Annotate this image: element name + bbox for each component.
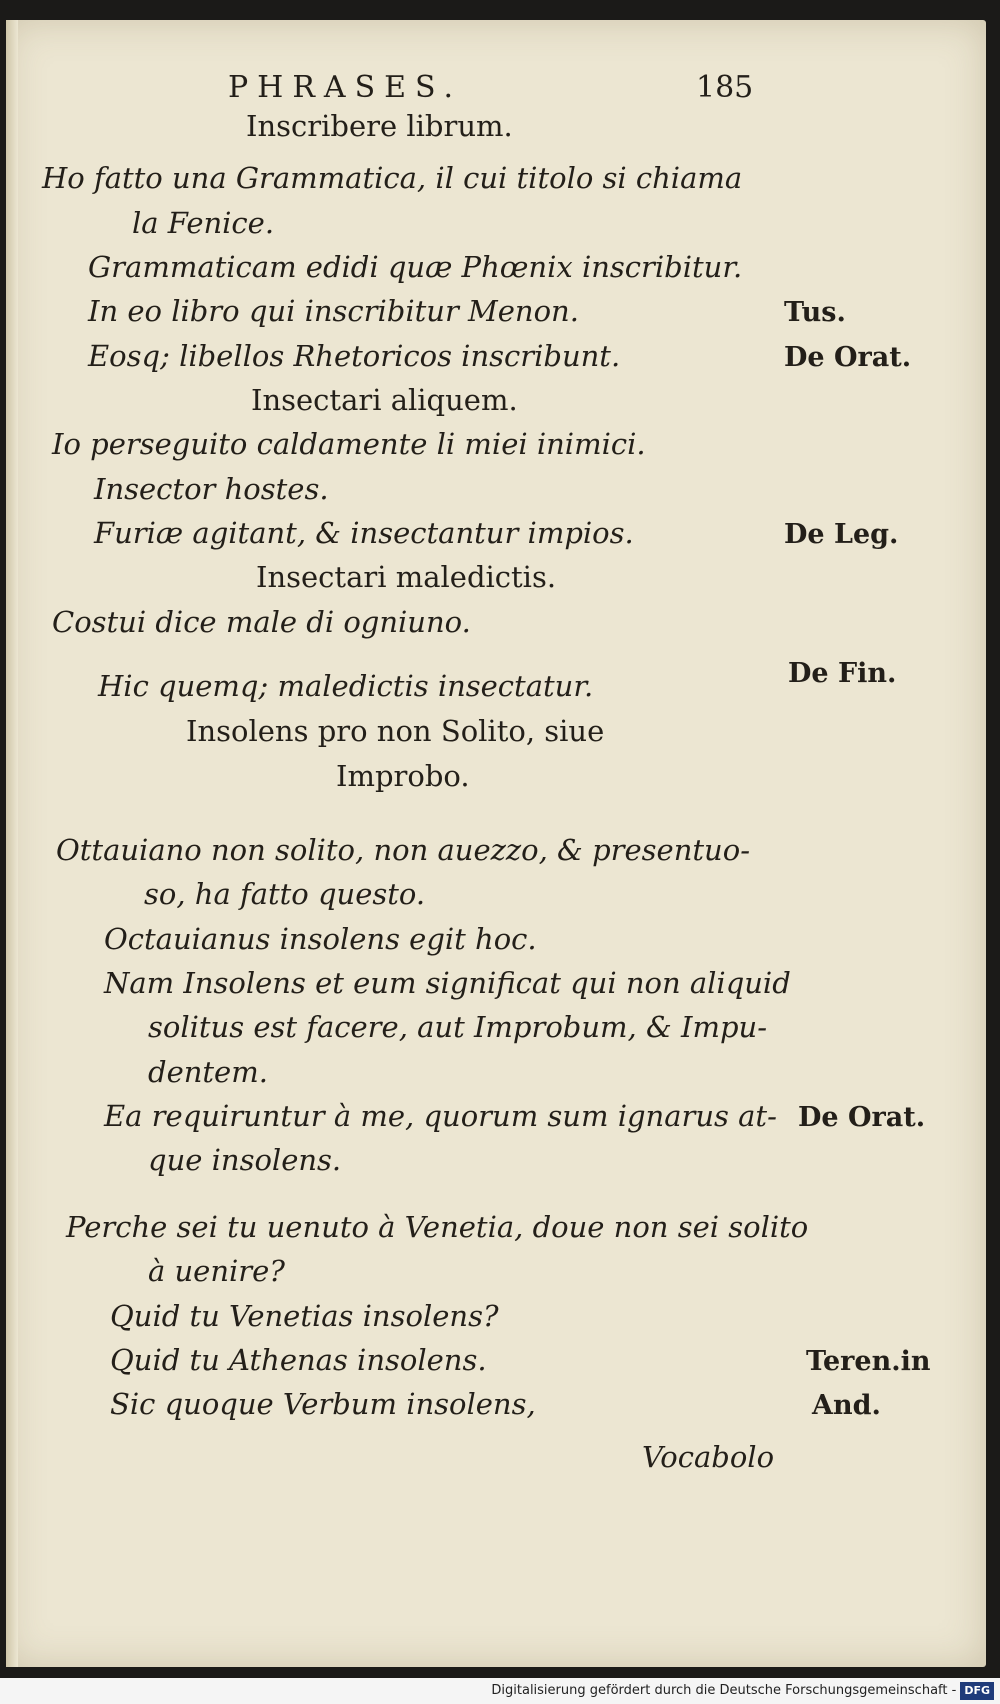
margin-note: De Leg. — [784, 519, 899, 550]
catchword: Vocabolo — [642, 1440, 775, 1474]
text-line: Ho fatto una Grammatica, il cui titolo si chiama — [42, 161, 743, 195]
text-line: Quid tu Venetias insolens? — [110, 1299, 499, 1333]
page-number: 185 — [696, 70, 754, 105]
text-line: Furiæ agitant, & insectantur impios. — [94, 516, 634, 550]
text-line: à uenire? — [148, 1254, 285, 1288]
text-line: Improbo. — [336, 759, 470, 793]
margin-note: De Orat. — [784, 342, 912, 373]
text-line: que insolens. — [148, 1143, 342, 1177]
text-line: Nam Insolens et eum significat qui non aliquid — [104, 966, 791, 1000]
text-line: Ottauiano non solito, non auezzo, & presentuo- — [56, 833, 750, 867]
book-page — [6, 20, 986, 1667]
page-edge-shadow — [6, 20, 18, 1667]
text-line: solitus est facere, aut Improbum, & Impu- — [148, 1010, 768, 1044]
margin-note: De Orat. — [798, 1102, 926, 1133]
text-line: Insectari maledictis. — [256, 560, 557, 594]
text-line: Quid tu Athenas insolens. — [110, 1343, 487, 1377]
margin-note: De Fin. — [788, 658, 897, 689]
text-line: In eo libro qui inscribitur Menon. — [88, 294, 579, 328]
text-line: Octauianus insolens egit hoc. — [104, 922, 537, 956]
text-line: Sic quoque Verbum insolens, — [110, 1387, 536, 1421]
running-title: PHRASES. — [228, 70, 463, 105]
text-line: la Fenice. — [132, 206, 275, 240]
text-line: Inscribere librum. — [246, 109, 513, 143]
text-line: Io perseguito caldamente li miei inimici. — [52, 427, 646, 461]
text-line: Costui dice male di ogniuno. — [52, 605, 471, 639]
text-line: dentem. — [148, 1055, 268, 1089]
footer-credit: Digitalisierung gefördert durch die Deutsche Forschungsgemeinschaft - — [491, 1683, 957, 1698]
text-line: Ea requiruntur à me, quorum sum ignarus at- — [104, 1099, 777, 1133]
margin-note: Teren.in — [806, 1346, 931, 1377]
text-line: Perche sei tu uenuto à Venetia, doue non sei solito — [66, 1210, 809, 1244]
text-line: Grammaticam edidi quæ Phœnix inscribitur. — [88, 250, 743, 284]
text-line: Eosq; libellos Rhetoricos inscribunt. — [88, 339, 621, 373]
digitization-footer — [0, 1678, 1000, 1704]
text-line: Insectari aliquem. — [251, 383, 518, 417]
text-line: so, ha fatto questo. — [144, 877, 426, 911]
dfg-logo-icon: DFG — [960, 1682, 994, 1700]
text-line: Insector hostes. — [94, 472, 329, 506]
margin-note: Tus. — [784, 297, 846, 328]
text-line: Insolens pro non Solito, siue — [186, 714, 605, 748]
margin-note: And. — [812, 1390, 881, 1421]
text-line: Hic quemq; maledictis insectatur. — [98, 669, 594, 703]
